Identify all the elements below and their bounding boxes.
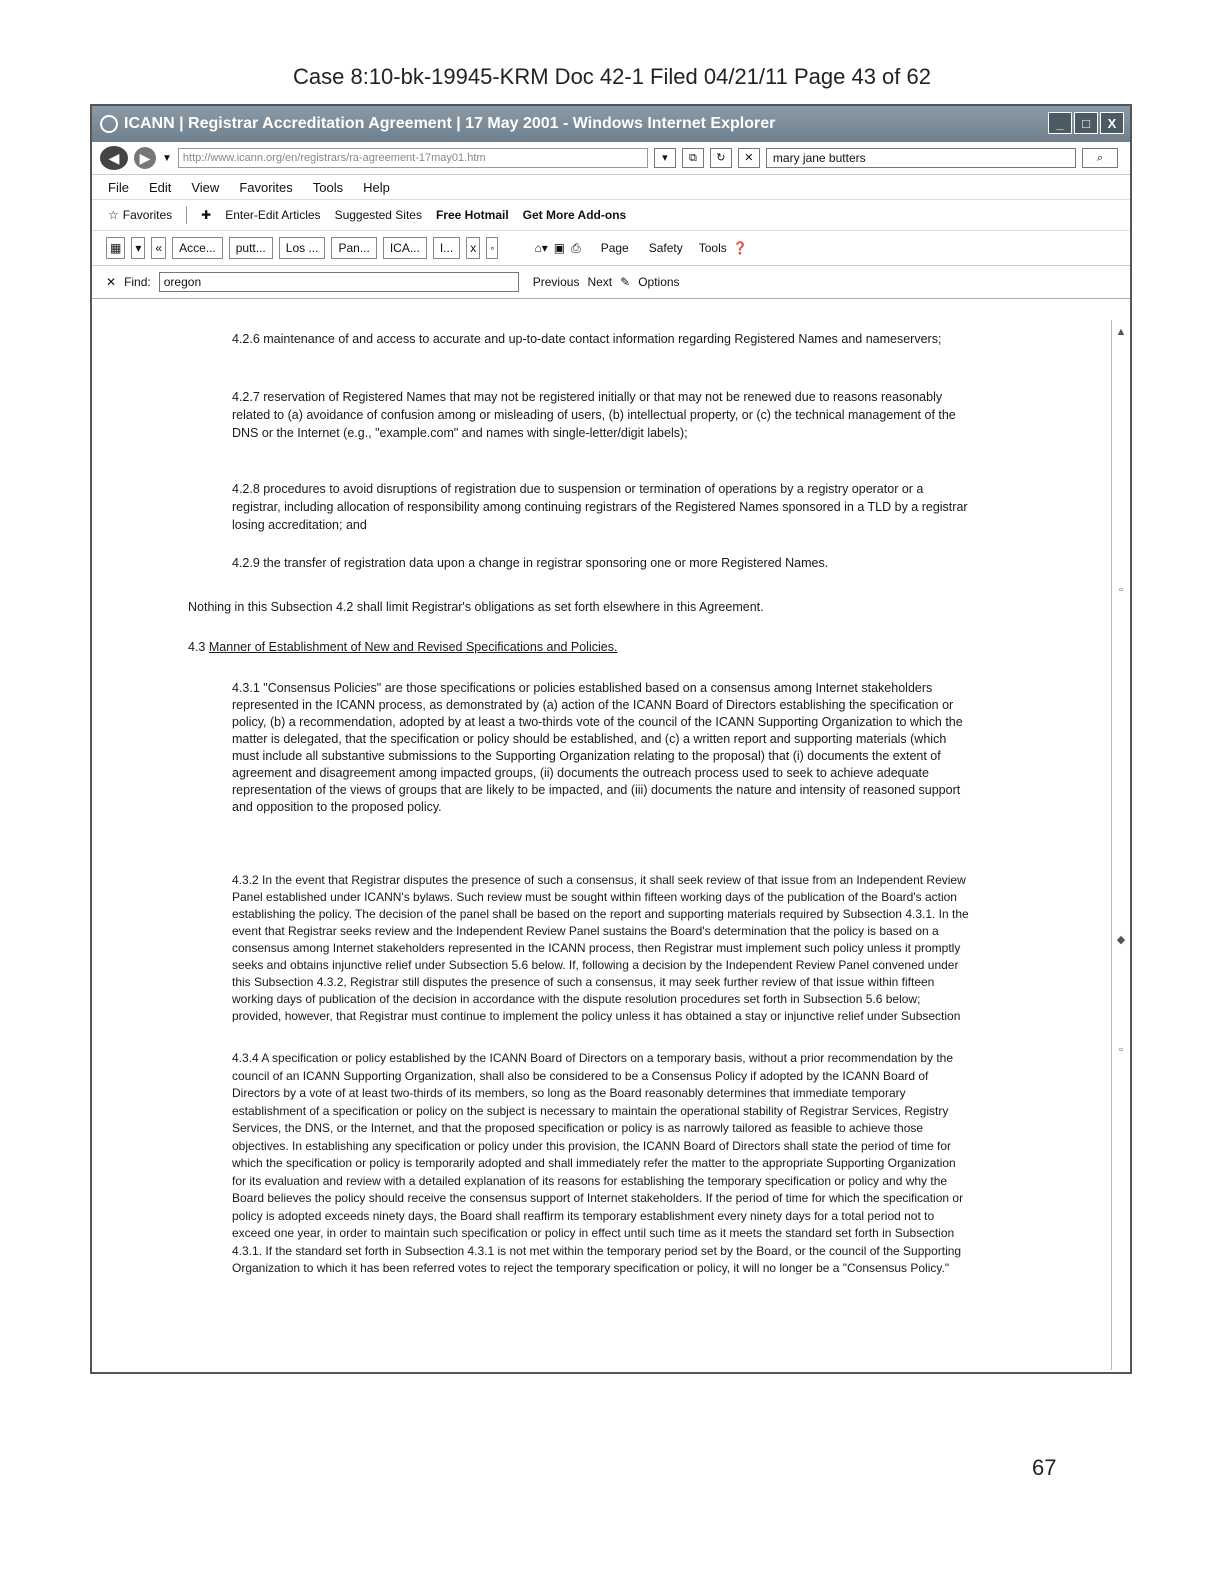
stop-icon[interactable]: ✕ [738, 148, 760, 168]
case-header: Case 8:10-bk-19945-KRM Doc 42-1 Filed 04/21/11 Page 43 of 62 [293, 64, 931, 89]
url-input[interactable]: http://www.icann.org/en/registrars/ra-agreement-17may01.htm [178, 148, 648, 168]
menu-tools[interactable]: Tools [312, 179, 344, 195]
tools-menu[interactable]: Tools [698, 241, 727, 255]
menu-bar [92, 175, 1130, 199]
heading-number: 4.3 [188, 640, 206, 654]
scroll-thumb-icon[interactable]: ◆ [1116, 934, 1126, 946]
para-nothing: Nothing in this Subsection 4.2 shall limit Registrar's obligations as set forth elsewhere in this Agreement. [188, 600, 764, 614]
tab-bar [92, 231, 1130, 266]
nav-dropdown-icon[interactable]: ▼ [162, 152, 172, 164]
para-4-2-7: 4.2.7 reservation of Registered Names that may not be registered initially or that may not be renewed due to reasons reasonably related to (a) avoidance of confusion among or misleading of users, (b) intellectual property, or (c) the technical management of the DNS or the Internet (e.g., "example.com" and names with single-letter/digit labels); [232, 390, 956, 440]
para-4-2-8: 4.2.8 procedures to avoid disruptions of registration due to suspension or termination of operations by a registry operator or a registrar, including allocation of responsibility among continuing registrars of the Registered Names sponsored in a TLD by a registrar losing accreditation; and [232, 482, 968, 532]
fav-get-more-addons[interactable]: Get More Add-ons [522, 208, 627, 222]
ie-logo-icon [100, 115, 118, 133]
heading-link[interactable]: Manner of Establishment of New and Revised Specifications and Policies. [208, 640, 618, 654]
tab-ica[interactable]: ICA... [383, 237, 427, 259]
scroll-marker-icon: ▫ [1119, 584, 1123, 596]
scrollbar[interactable] [1111, 320, 1130, 1370]
section-heading [188, 638, 968, 656]
para-4-2-6: 4.2.6 maintenance of and access to accurate and up-to-date contact information regarding Registered Names and nameservers; [232, 332, 942, 346]
favbar-divider [186, 206, 187, 224]
title-bar [92, 106, 1130, 142]
favorites-bar [92, 199, 1130, 231]
feeds-icon[interactable]: ▣ [553, 241, 566, 255]
menu-help[interactable]: Help [363, 179, 390, 195]
quick-tabs-button[interactable]: ▦ [106, 237, 125, 259]
address-dropdown-icon[interactable]: ▾ [654, 148, 676, 168]
search-input[interactable]: mary jane butters [766, 148, 1076, 168]
find-previous-button[interactable]: Previous [532, 275, 580, 289]
refresh-icon[interactable]: ↻ [710, 148, 732, 168]
tab-scroll-left[interactable]: « [151, 237, 166, 259]
safety-menu[interactable]: Safety [648, 241, 683, 255]
tab-acce[interactable]: Acce... [172, 237, 223, 259]
favorites-star-icon: ☆ [108, 208, 119, 222]
tab-pan[interactable]: Pan... [331, 237, 376, 259]
browser-window [90, 104, 1132, 1374]
find-label: Find: [124, 275, 151, 289]
menu-file[interactable]: File [108, 179, 129, 195]
page-content [92, 320, 1112, 1370]
scroll-up-icon[interactable]: ▲ [1115, 326, 1127, 338]
para-4-3-2: 4.3.2 In the event that Registrar disputes the presence of such a consensus, it shall seek review of that issue from an Independent Review Panel established under ICANN's bylaws. Such review must be sought within fifteen working days of the publication of the Board's action establishing the policy. The decision of the panel shall be based on the report and supporting materials required by Subsection 4.3.1. In the event that Registrar seeks review and the Independent Review Panel sustains the Board's determination that the policy is based on a consensus among Internet stakeholders represented in the ICANN process, then Registrar must implement such policy unless it promptly seeks and obtains injunctive relief under Subsection 5.6 below. If, following a decision by the Independent Review Panel convened under this Subsection 4.3.2, Registrar still disputes the presence of such a consensus, it may seek further review of that issue within fifteen working days of publication of the decision in accordance with the dispute resolution procedures set forth in Subsection 5.6 below; provided, however, that Registrar must continue to implement the policy unless it has obtained a stay or injunctive relief under Subsection [232, 873, 969, 1022]
window-controls [1048, 112, 1124, 134]
find-bar [92, 266, 1130, 299]
compatibility-view-icon[interactable]: ⧉ [682, 148, 704, 168]
forward-button[interactable]: ▶ [134, 147, 156, 169]
maximize-button[interactable]: □ [1074, 112, 1098, 134]
tab-los[interactable]: Los ... [279, 237, 326, 259]
fav-free-hotmail[interactable]: Free Hotmail [435, 208, 509, 222]
para-4-3-4: 4.3.4 A specification or policy established by the ICANN Board of Directors on a temporary basis, without a prior recommendation by the council of an ICANN Supporting Organization, shall also be considered to be a Consensus Policy if adopted by the ICANN Board of Directors by a vote of at least two-thirds of its members, so long as the Board reasonably determines that immediate temporary establishment of a specification or policy on the subject is necessary to maintain the operational stability of Registrar Services, Registry Services, the DNS, or the Internet, and that the proposed specification or policy is as narrowly tailored as feasible to achieve those objectives. In establishing any specification or policy under this provision, the ICANN Board of Directors shall state the period of time for which the specification or policy is temporarily adopted and shall immediately refer the matter to the appropriate Supporting Organization for its evaluation and review with a detailed explanation of its reasons for establishing the temporary specification or policy and why the Board believes the policy should receive the consensus support of Internet stakeholders. If the period of time for which the specification or policy is adopted exceeds ninety days, the Board shall reaffirm its temporary establishment every ninety days for a total period not to exceed one year, in order to maintain such specification or policy in effect until such time as it meets the standard set forth in Subsection 4.3.1. If the standard set forth in Subsection 4.3.1 is not met within the temporary period set by the Board, or the council of the Supporting Organization to which it has been referred votes to reject the temporary specification or policy, it will no longer be a "Consensus Policy." [232, 1051, 964, 1275]
tab-close-icon[interactable]: x [466, 237, 480, 259]
close-button[interactable]: X [1100, 112, 1124, 134]
tab-putt[interactable]: putt... [229, 237, 273, 259]
menu-edit[interactable]: Edit [148, 179, 172, 195]
help-icon[interactable]: ❓ [732, 241, 748, 255]
menu-view[interactable]: View [191, 179, 220, 195]
scroll-marker-icon: ▫ [1119, 1044, 1123, 1056]
find-next-button[interactable]: Next [587, 275, 613, 289]
print-icon[interactable]: ⎙ [571, 240, 581, 255]
new-tab-button[interactable]: ◦ [486, 237, 498, 259]
minimize-button[interactable]: _ [1048, 112, 1072, 134]
home-icon[interactable]: ⌂▾ [534, 241, 548, 255]
page-menu[interactable]: Page [600, 241, 629, 255]
para-4-3-1: 4.3.1 "Consensus Policies" are those specifications or policies established based on a consensus among Internet stakeholders represented in the ICANN process, as demonstrated by (a) action of the ICANN Board of Directors establishing the specification or policy, (b) a recommendation, adopted by at least a two-thirds vote of the council of the ICANN Supporting Organization to which the matter is delegated, that the specification or policy should be established, and (c) a written report and supporting materials (which must include all substantive submissions to the Supporting Organization relating to the proposal) that (i) documents the extent of agreement and disagreement among impacted groups, (ii) documents the outreach process used to seek to achieve adequate representation of the views of groups that are likely to be impacted, and (iii) documents the nature and intensity of reasoned support and opposition to the proposed policy. [232, 681, 963, 814]
fav-suggested-sites[interactable]: Suggested Sites [334, 208, 422, 222]
para-4-2-9: 4.2.9 the transfer of registration data upon a change in registrar sponsoring one or more Registered Names. [232, 556, 829, 570]
add-favorite-icon[interactable]: ✚ [201, 208, 212, 222]
highlight-icon[interactable]: ✎ [620, 275, 631, 289]
address-bar [92, 142, 1130, 175]
find-options-button[interactable]: Options [638, 275, 680, 289]
close-find-icon[interactable]: ✕ [106, 275, 117, 289]
fav-enter-edit-articles[interactable]: Enter-Edit Articles [225, 208, 321, 222]
back-button[interactable]: ◀ [100, 146, 128, 170]
page-number: 67 [1032, 1455, 1057, 1480]
tab-list-button[interactable]: ▾ [131, 237, 145, 259]
find-input[interactable]: oregon [159, 272, 519, 292]
menu-favorites[interactable]: Favorites [239, 179, 293, 195]
window-title: ICANN | Registrar Accreditation Agreement | 17 May 2001 - Windows Internet Explorer [124, 115, 776, 132]
search-icon[interactable]: ⌕ [1082, 148, 1118, 168]
favorites-button[interactable]: Favorites [122, 208, 173, 222]
tab-active[interactable]: I... [433, 237, 460, 259]
